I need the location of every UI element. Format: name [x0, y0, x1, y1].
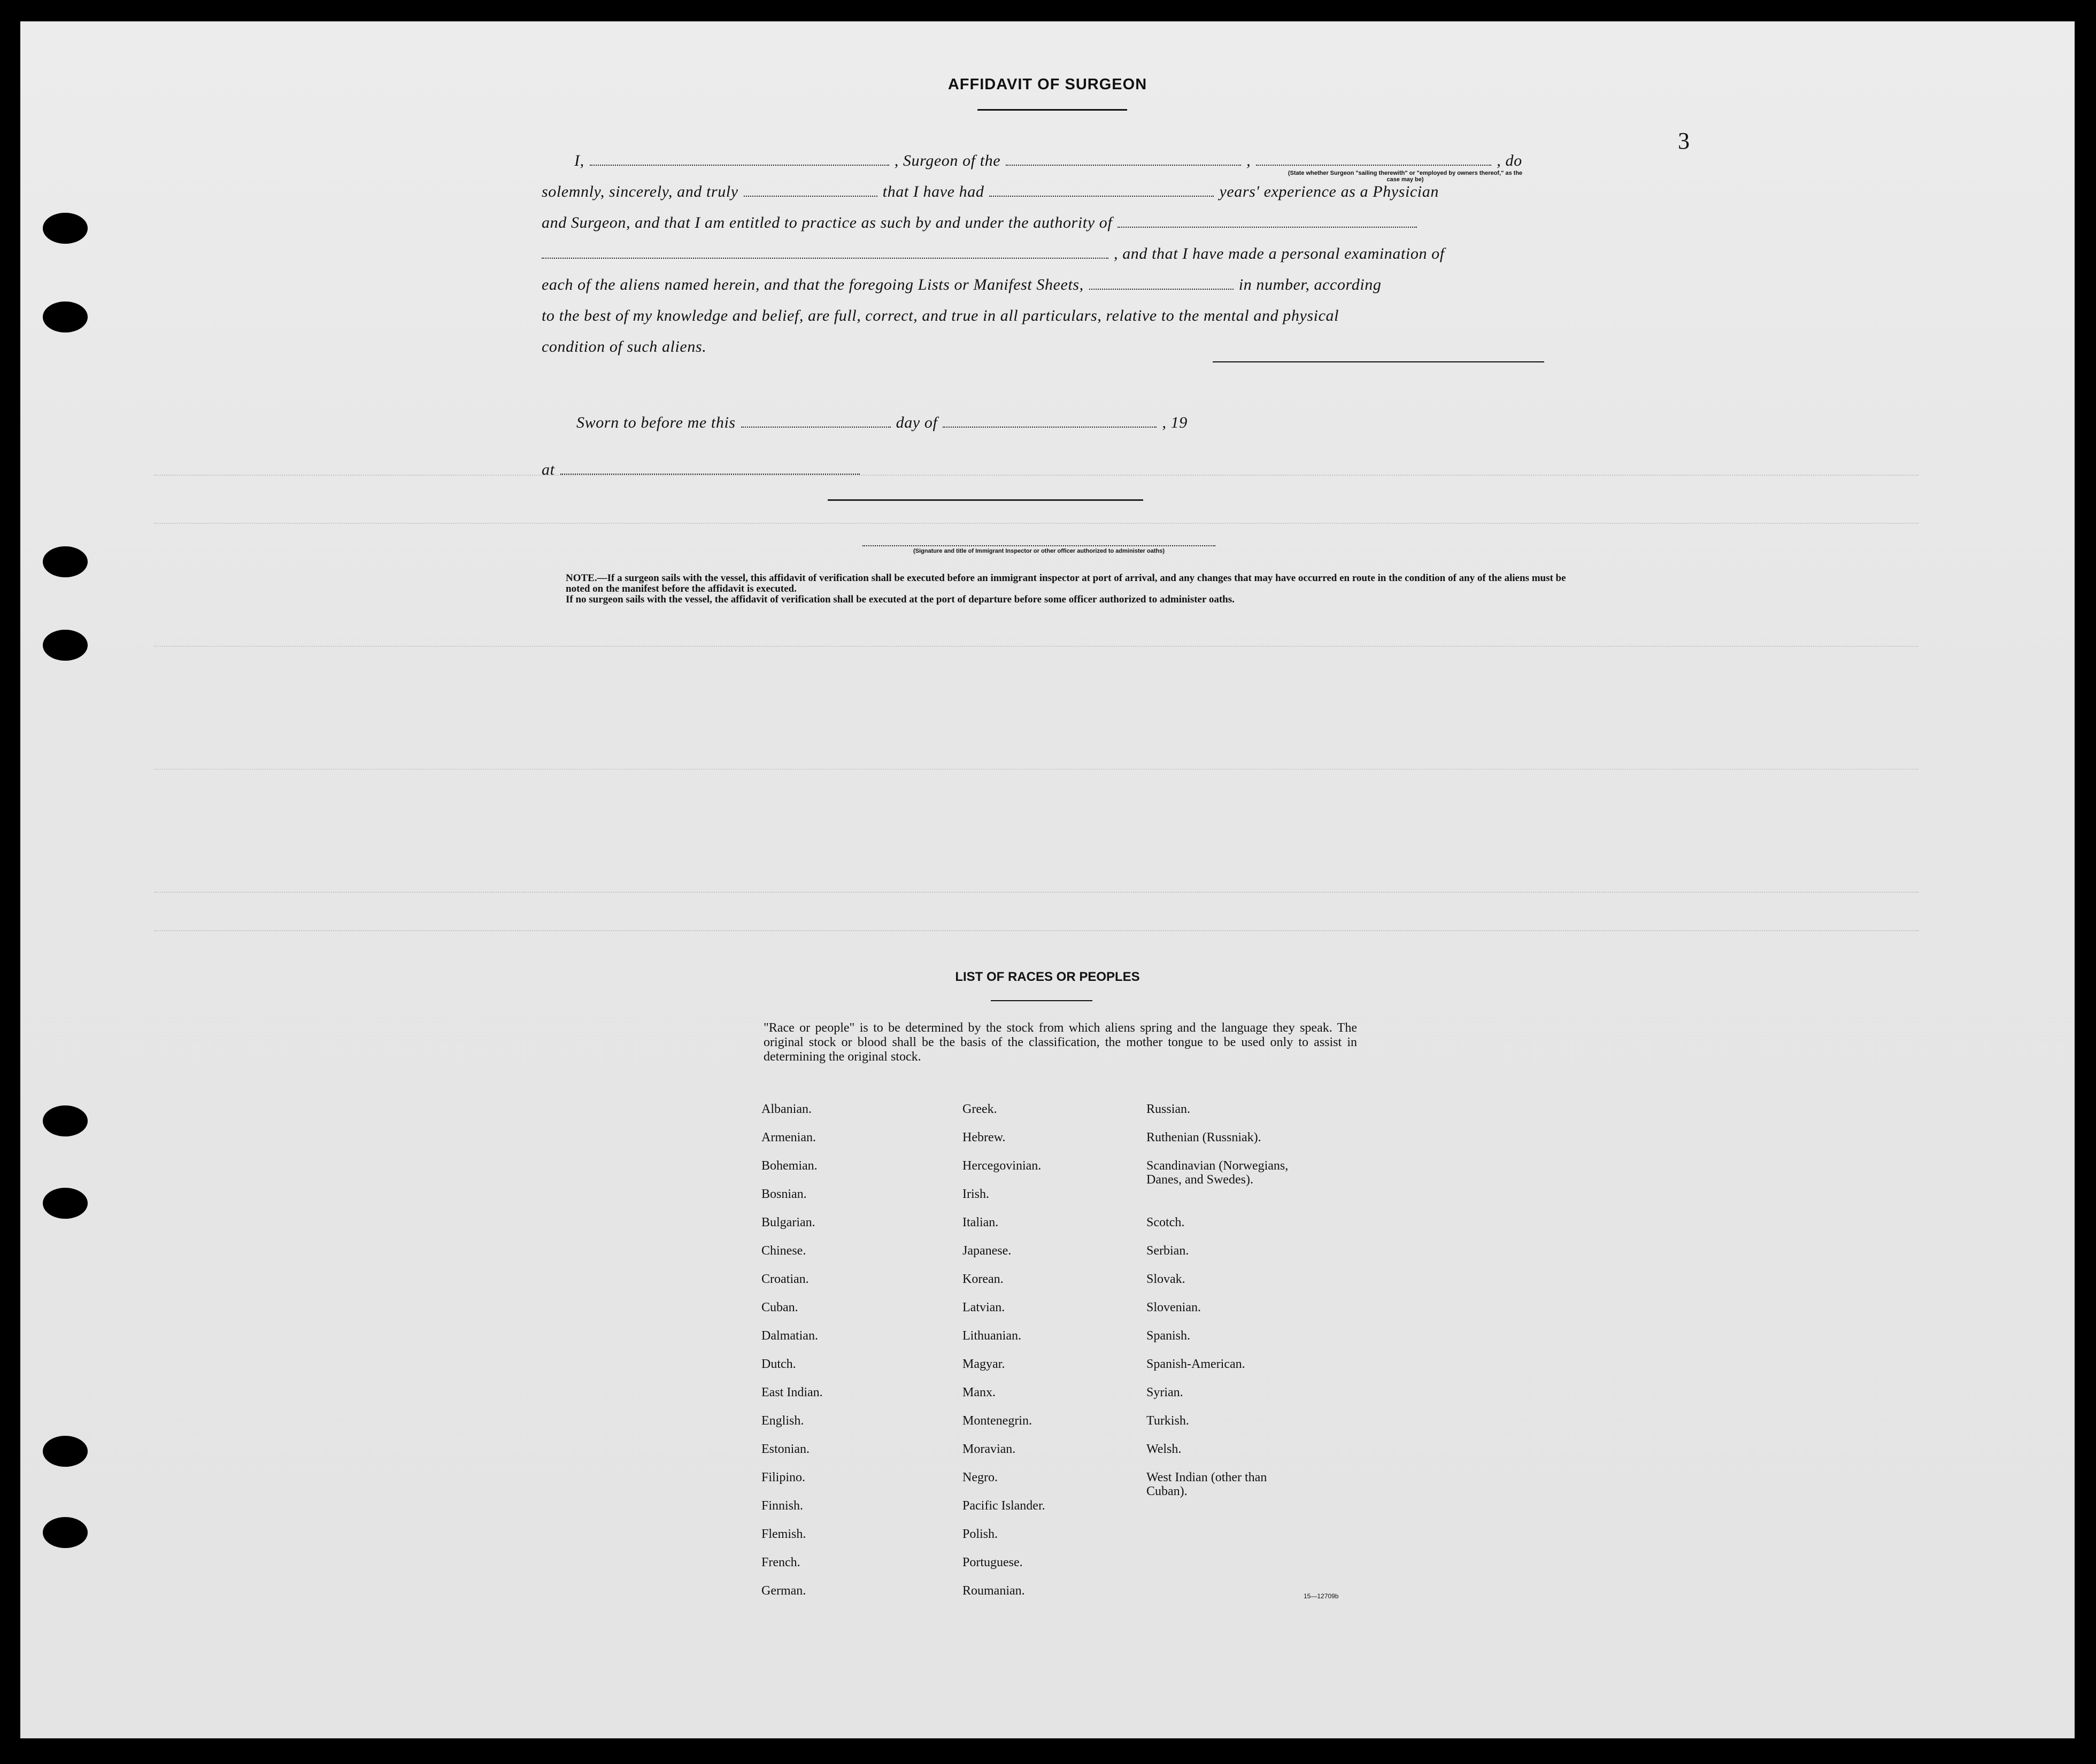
race-item: Flemish.: [761, 1527, 806, 1541]
bleed-through-mark: [154, 646, 1918, 648]
race-item: Scandinavian (Norwegians, Danes, and Swedes).: [1146, 1159, 1289, 1187]
race-item: Manx.: [962, 1386, 996, 1399]
race-item: Spanish-American.: [1146, 1357, 1245, 1371]
vessel-name-field[interactable]: [1006, 163, 1241, 166]
line-text: that I have had: [882, 183, 984, 200]
surgeon-name-field[interactable]: [590, 163, 889, 166]
races-title-underline: [991, 1000, 1092, 1001]
affidavit-line-1: [574, 152, 1522, 170]
race-item: [1146, 1187, 1288, 1216]
race-item: Greek.: [962, 1102, 997, 1116]
affidavit-line-3: [542, 214, 1422, 232]
races-title: LIST OF RACES OR PEOPLES: [955, 970, 1140, 984]
races-column-3: [1146, 1102, 1288, 1499]
race-item: Turkish.: [1146, 1414, 1189, 1428]
line-text: years' experience as a Physician: [1219, 183, 1439, 200]
race-item: Dalmatian.: [761, 1329, 818, 1343]
race-item: Welsh.: [1146, 1442, 1182, 1456]
sworn-month-field[interactable]: [943, 424, 1157, 428]
line-text: and Surgeon, and that I am entitled to practice as such by and under the authority of: [542, 214, 1113, 231]
line-text: , and that I have made a personal examination of: [1114, 245, 1445, 262]
race-item: West Indian (other than Cuban).: [1146, 1471, 1267, 1498]
race-item: Scotch.: [1146, 1216, 1185, 1229]
race-item: Hebrew.: [962, 1131, 1006, 1144]
race-item: Hercegovinian.: [962, 1159, 1042, 1173]
race-item: Dutch.: [761, 1357, 796, 1371]
page-number: 3: [1678, 128, 1690, 154]
binder-hole: [43, 1436, 88, 1467]
sworn-day-field[interactable]: [741, 424, 891, 428]
title-underline: [977, 109, 1127, 111]
surgeon-signature-line[interactable]: [1213, 361, 1544, 362]
sheet-count-field[interactable]: [1089, 287, 1234, 290]
line-text: Sworn to before me this: [576, 414, 736, 431]
line-text: , Surgeon of the: [894, 152, 1001, 169]
line-text: day of: [896, 414, 938, 431]
race-item: Filipino.: [761, 1471, 806, 1484]
race-item: Russian.: [1146, 1102, 1191, 1116]
binder-hole: [43, 301, 88, 332]
affidavit-line-2: [542, 183, 1439, 201]
bleed-through-mark: [154, 523, 1918, 525]
manifest-sheet: [20, 21, 2075, 1738]
binder-hole: [43, 213, 88, 244]
race-item: Negro.: [962, 1471, 998, 1484]
line-text: ,: [1246, 152, 1251, 169]
race-item: Slovenian.: [1146, 1301, 1201, 1314]
race-item: Magyar.: [962, 1357, 1005, 1371]
line-text: , 19: [1162, 414, 1188, 431]
note-paragraph-2: If no surgeon sails with the vessel, the affidavit of verification shall be executed at the port of departure before some officer authorized to administer oaths.: [566, 594, 1235, 605]
bleed-through-mark: [154, 892, 1918, 894]
affidavit-line-6: to the best of my knowledge and belief, are full, correct, and true in all particulars, relative to the mental and physical: [542, 307, 1339, 324]
race-item: Chinese.: [761, 1244, 806, 1258]
race-item: Italian.: [962, 1216, 999, 1229]
divider: [828, 499, 1143, 501]
races-intro: "Race or people" is to be determined by the stock from which aliens spring and the language they speak. The original stock or blood shall be the basis of the classification, the mother tongue to be used only to assist in determining the original stock.: [764, 1021, 1357, 1064]
affidavit-line-5: [542, 276, 1381, 294]
race-item: Irish.: [962, 1187, 989, 1201]
races-column-1: [761, 1102, 823, 1612]
race-item: Roumanian.: [962, 1584, 1025, 1598]
race-item: Montenegrin.: [962, 1414, 1032, 1428]
race-item: Polish.: [962, 1527, 998, 1541]
race-item: Pacific Islander.: [962, 1499, 1045, 1513]
bleed-through-mark: [154, 475, 1918, 477]
race-item: French.: [761, 1556, 800, 1569]
line-text: in number, according: [1238, 276, 1382, 293]
race-item: Finnish.: [761, 1499, 804, 1513]
race-item: Korean.: [962, 1272, 1004, 1286]
race-item: Bohemian.: [761, 1159, 818, 1173]
binder-hole: [43, 1105, 88, 1136]
race-item: German.: [761, 1584, 806, 1598]
race-item: Bosnian.: [761, 1187, 807, 1201]
race-item: Lithuanian.: [962, 1329, 1021, 1343]
race-item: Bulgarian.: [761, 1216, 815, 1229]
line-text: solemnly, sincerely, and truly: [542, 183, 738, 200]
binder-hole: [43, 630, 88, 661]
binder-hole: [43, 546, 88, 577]
note-paragraph-1: NOTE.—If a surgeon sails with the vessel, this affidavit of verification shall be executed before an immigrant inspector at port of arrival, and any changes that may have occurred en route in the condition of any of the aliens must be noted on the manifest before the affidavit is executed.: [566, 572, 1566, 594]
line-text: , do: [1497, 152, 1522, 169]
race-item: East Indian.: [761, 1386, 823, 1399]
race-item: Estonian.: [761, 1442, 810, 1456]
oath-type-field[interactable]: [744, 194, 877, 197]
race-item: Cuban.: [761, 1301, 798, 1314]
bleed-through-mark: [154, 769, 1918, 771]
line-text: each of the aliens named herein, and that the foregoing Lists or Manifest Sheets,: [542, 276, 1084, 293]
sworn-line: [576, 414, 1188, 432]
status-field-hint: (State whether Surgeon "sailing therewith" or "employed by owners thereof," as the case may be): [1288, 170, 1523, 183]
authority-field[interactable]: [1118, 225, 1417, 228]
signature-caption: (Signature and title of Immigrant Inspector or other officer authorized to administer oaths): [913, 548, 1165, 554]
race-item: Syrian.: [1146, 1386, 1183, 1399]
note-block: [566, 573, 1576, 605]
races-column-2: [962, 1102, 1045, 1612]
form-number: 15—12709b: [1304, 1592, 1339, 1600]
affidavit-line-4: [542, 245, 1445, 263]
affidavit-title: AFFIDAVIT OF SURGEON: [947, 76, 1147, 93]
race-item: Armenian.: [761, 1131, 816, 1144]
bleed-through-mark: [154, 930, 1918, 932]
line-text: at: [542, 461, 555, 478]
race-item: Moravian.: [962, 1442, 1016, 1456]
race-item: Ruthenian (Russniak).: [1146, 1131, 1261, 1144]
authority-continued-field[interactable]: [542, 256, 1108, 259]
binder-hole: [43, 1188, 88, 1219]
surgeon-status-field[interactable]: [1256, 163, 1491, 166]
affidavit-line-7: condition of such aliens.: [542, 338, 707, 355]
race-item: Portuguese.: [962, 1556, 1023, 1569]
race-item: Serbian.: [1146, 1244, 1189, 1258]
binder-hole: [43, 1517, 88, 1548]
race-item: Latvian.: [962, 1301, 1005, 1314]
years-experience-field[interactable]: [989, 194, 1214, 197]
line-text: I,: [574, 152, 584, 169]
race-item: Slovak.: [1146, 1272, 1185, 1286]
race-item: Spanish.: [1146, 1329, 1191, 1343]
officer-signature-line[interactable]: [862, 545, 1215, 546]
race-item: English.: [761, 1414, 804, 1428]
race-item: Croatian.: [761, 1272, 809, 1286]
race-item: Albanian.: [761, 1102, 812, 1116]
race-item: Japanese.: [962, 1244, 1012, 1258]
